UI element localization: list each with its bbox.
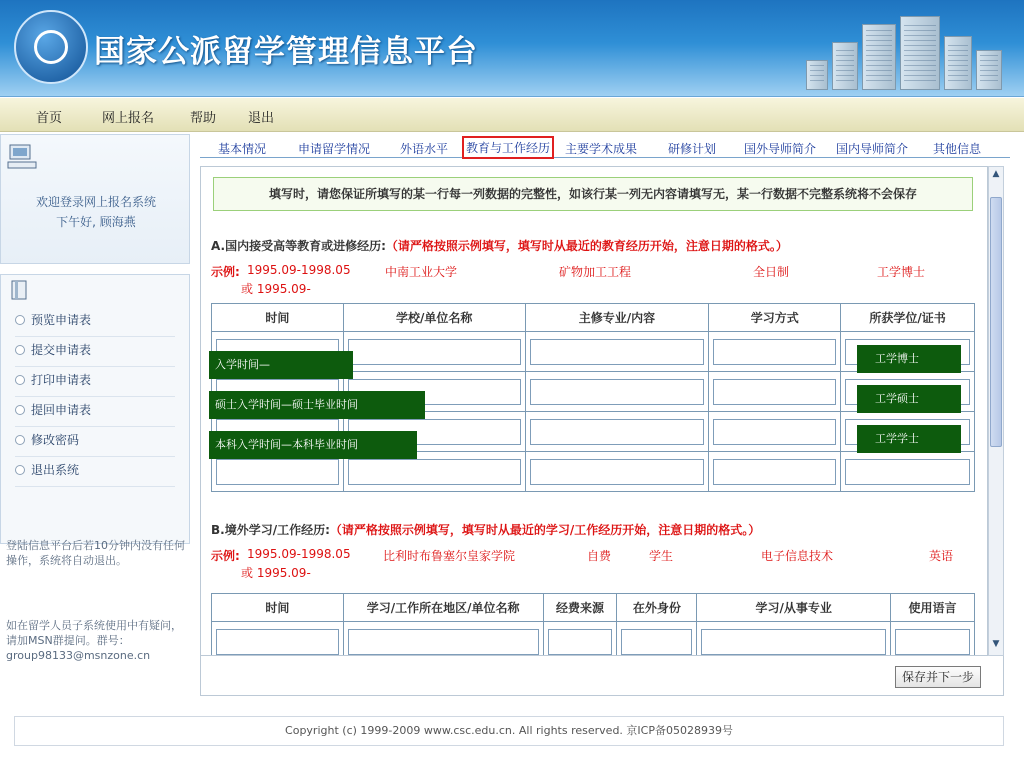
tab-study-plan[interactable]: 研修计划 (668, 142, 717, 156)
col-time: 时间 (212, 594, 344, 622)
example-fund: 自费 (587, 549, 612, 563)
annotation-degree-2: 工学硕士 (857, 385, 961, 413)
buildings-illustration (796, 10, 1006, 90)
example-date-alt: 或 1995.09- (241, 566, 311, 580)
bullet-icon (15, 405, 25, 415)
fund-input[interactable] (548, 629, 613, 655)
tab-academic-achievements[interactable]: 主要学术成果 (565, 142, 638, 156)
example-label: 示例: (211, 549, 240, 563)
example-date: 1995.09-1998.05 (247, 263, 351, 277)
example-identity: 学生 (649, 549, 674, 563)
col-language: 使用语言 (891, 594, 975, 622)
annotation-date-1: 入学时间— (209, 351, 353, 379)
nav-online-apply[interactable]: 网上报名 (102, 111, 155, 126)
bullet-icon (15, 465, 25, 475)
csc-logo (14, 10, 88, 84)
menu-label: 预览申请表 (31, 313, 92, 327)
major-input[interactable] (701, 629, 886, 655)
example-label: 示例: (211, 265, 240, 279)
example-major: 电子信息技术 (761, 549, 834, 563)
example-place: 比利时布鲁塞尔皇家学院 (383, 549, 516, 563)
example-major: 矿物加工工程 (559, 265, 632, 279)
menu-label: 修改密码 (31, 433, 80, 447)
menu-label: 退出系统 (31, 463, 80, 477)
tab-domestic-supervisor[interactable]: 国内导师简介 (836, 142, 909, 156)
welcome-text: 欢迎登录网上报名系统 (35, 195, 156, 209)
site-header (0, 0, 1024, 97)
menu-exit-system[interactable] (15, 461, 175, 487)
book-icon (9, 279, 35, 301)
mode-input[interactable] (713, 379, 836, 405)
site-title: 国家公派留学管理信息平台 (94, 34, 478, 70)
annotation-degree-3: 工学学士 (857, 425, 961, 453)
bullet-icon (15, 345, 25, 355)
major-input[interactable] (530, 459, 705, 485)
col-fund: 经费来源 (543, 594, 617, 622)
section-a-hint: （请严格按照示例填写，填写时从最近的教育经历开始，注意日期的格式。） (385, 239, 788, 253)
col-time: 时间 (212, 304, 344, 332)
menu-change-password[interactable] (15, 431, 175, 457)
tab-foreign-supervisor[interactable]: 国外导师简介 (744, 142, 817, 156)
form-tabs (200, 132, 1010, 158)
mode-input[interactable] (713, 339, 836, 365)
tab-language[interactable]: 外语水平 (400, 142, 449, 156)
major-input[interactable] (530, 339, 705, 365)
major-input[interactable] (530, 379, 705, 405)
col-identity: 在外身份 (617, 594, 697, 622)
section-a-label: A.国内接受高等教育或进修经历: (211, 239, 386, 253)
computer-icon (7, 143, 37, 171)
scroll-thumb[interactable] (990, 197, 1002, 447)
menu-label: 打印申请表 (31, 373, 92, 387)
support-note: 如在留学人员子系统使用中有疑问，请加MSN群提问。群号：group98133@msnzone.cn (6, 619, 182, 662)
annotation-date-2: 硕士入学时间—硕士毕业时间 (209, 391, 425, 419)
copyright: Copyright (c) 1999-2009 www.csc.edu.cn. All rights reserved. 京ICP备05028939号 (14, 716, 1004, 746)
col-school: 学校/单位名称 (343, 304, 525, 332)
scroll-down-icon[interactable]: ▼ (992, 639, 1000, 649)
example-mode: 全日制 (753, 265, 790, 279)
menu-submit-application[interactable] (15, 341, 175, 367)
tab-study-abroad[interactable]: 申请留学情况 (298, 142, 371, 156)
nav-logout[interactable]: 退出 (248, 111, 275, 126)
col-mode: 学习方式 (709, 304, 841, 332)
example-degree: 工学博士 (877, 265, 926, 279)
example-school: 中南工业大学 (385, 265, 458, 279)
school-input[interactable] (348, 459, 521, 485)
menu-withdraw-application[interactable] (15, 401, 175, 427)
section-b-hint: （请严格按照示例填写，填写时从最近的学习/工作经历开始，注意日期的格式。） (329, 523, 761, 537)
form-actions (200, 656, 1004, 696)
language-input[interactable] (895, 629, 970, 655)
time-input[interactable] (216, 629, 339, 655)
menu-preview-application[interactable] (15, 311, 175, 337)
annotation-date-3: 本科入学时间—本科毕业时间 (209, 431, 417, 459)
menu-print-application[interactable] (15, 371, 175, 397)
notice-banner: 填写时，请您保证所填写的某一行每一列数据的完整性，如该行某一列无内容请填写无，某一行数据不完整系统将不会保存 (213, 177, 973, 211)
mode-input[interactable] (713, 459, 836, 485)
form-scrollbar[interactable] (988, 166, 1004, 656)
example-date: 1995.09-1998.05 (247, 547, 351, 561)
col-place: 学习/工作所在地区/单位名称 (343, 594, 543, 622)
major-input[interactable] (530, 419, 705, 445)
form-panel (200, 166, 988, 656)
side-menu (0, 274, 190, 544)
timeout-note: 登陆信息平台后若10分钟内没有任何操作，系统将自动退出。 (6, 539, 185, 567)
col-major: 学习/从事专业 (697, 594, 891, 622)
overseas-table (211, 593, 975, 656)
sidebar (0, 134, 190, 704)
section-b-title (211, 521, 760, 538)
school-input[interactable] (348, 339, 521, 365)
nav-help[interactable]: 帮助 (190, 111, 217, 126)
menu-label: 提回申请表 (31, 403, 92, 417)
place-input[interactable] (348, 629, 539, 655)
greeting-text: 下午好, 顾海燕 (56, 215, 136, 229)
scroll-up-icon[interactable]: ▲ (992, 169, 1000, 179)
tab-basic-info[interactable]: 基本情况 (218, 142, 267, 156)
bullet-icon (15, 315, 25, 325)
bullet-icon (15, 435, 25, 445)
tab-education-work[interactable]: 教育与工作经历 (462, 136, 554, 159)
main-nav (0, 98, 1024, 132)
welcome-panel (0, 134, 190, 264)
bullet-icon (15, 375, 25, 385)
nav-home[interactable]: 首页 (36, 111, 63, 126)
mode-input[interactable] (713, 419, 836, 445)
section-b-label: B.境外学习/工作经历: (211, 523, 330, 537)
menu-label: 提交申请表 (31, 343, 92, 357)
tab-other-info[interactable]: 其他信息 (933, 142, 982, 156)
save-next-button[interactable]: 保存并下一步 (895, 666, 981, 688)
time-input[interactable] (216, 459, 339, 485)
col-major: 主修专业/内容 (525, 304, 709, 332)
degree-input[interactable] (845, 459, 970, 485)
example-date-alt: 或 1995.09- (241, 282, 311, 296)
section-a-title (211, 237, 788, 254)
example-language: 英语 (929, 549, 954, 563)
annotation-degree-1: 工学博士 (857, 345, 961, 373)
identity-input[interactable] (621, 629, 692, 655)
table-row (212, 622, 975, 657)
col-degree: 所获学位/证书 (841, 304, 975, 332)
